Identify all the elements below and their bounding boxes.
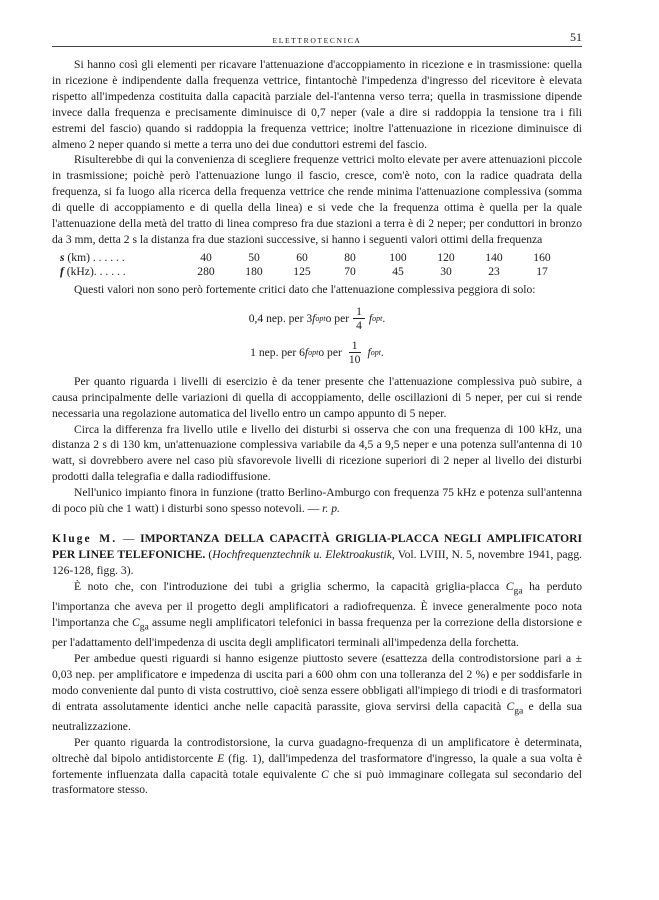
reviewer-initials: r. p. xyxy=(322,502,340,516)
review-heading: Kluge M. — IMPORTANZA DELLA CAPACITÀ GRIGLIA-PLACCA NEGLI AMPLIFICATORI PER LINEE TELEFONICHE. (Hochfrequenztechnik u. Elektroakustik, Vol. LVIII, N. 5, novembre 1941, pagg. 126-128, figg. 3). xyxy=(52,531,583,577)
fraction: $\frac{1}{10}$ xyxy=(348,339,361,367)
table-cell: 40 xyxy=(200,250,212,264)
paragraph-9: Per quanto riguarda la controdistorsione, la curva guadagno-frequenza di un amplificatore è determinata, oltrechè dal bipolo antidistorcente E (fig. 1), dall'impedenza del trasformatore d'ingresso, la quale a sua volta è fortemente influenzata dalla capacità totale equivalente C che si può immaginare collegata sul secondario del trasformatore stesso. xyxy=(52,735,582,797)
table-cell: 125 xyxy=(293,264,311,278)
page-number: 51 xyxy=(570,30,582,44)
journal-name: Hochfrequenztechnik u. Elektroakustik xyxy=(212,547,392,561)
formula-2: 1 nep. per 6 f opt o per $\frac{1}{10}$ f opt . xyxy=(250,339,384,367)
page xyxy=(52,30,582,798)
table-cell: 45 xyxy=(392,264,404,278)
review-title: IMPORTANZA DELLA CAPACITÀ GRIGLIA-PLACCA NEGLI AMPLIFICATORI PER LINEE TELEFONICHE. xyxy=(52,531,582,561)
table-row-distance xyxy=(60,251,582,265)
journal-section-title: ELETTROTECNICA xyxy=(272,36,362,45)
table-row-label: s (km) . . . . . . xyxy=(60,250,125,264)
table-row-label: f (kHz). . . . . . xyxy=(60,264,126,278)
running-header xyxy=(52,30,582,47)
paragraph-6: Nell'unico impianto finora in funzione (tratto Berlino-Amburgo con frequenza 75 kHz e potenza sull'antenna di poco più che 1 watt) i disturbi sono spesso notevoli. — r. p. xyxy=(52,486,582,516)
paragraph-7: È noto che, con l'introduzione dei tubi a griglia schermo, la capacità griglia-placca $C_{ga}$ ha perduto l'importanza che aveva per il progetto degli amplificatori a radiofrequenza. È invece generalmente poco nota l'importanza che $C_{ga}$ assume negli amplificatori telefonici in bassa frequenza per la correzione della distorsione e per l'adattamento dell'impedenza di uscita degli amplificatori terminali all'impedenza della forchetta. xyxy=(52,579,582,649)
table-cell: 160 xyxy=(533,250,551,264)
table-cell: 140 xyxy=(485,250,503,264)
table-cell: 50 xyxy=(248,250,260,264)
frequency-table xyxy=(60,251,582,279)
review-author: Kluge M. xyxy=(52,531,118,545)
formula-1: 0,4 nep. per 3 f opt o per $\frac{1}{4}$ f opt . xyxy=(248,305,386,333)
fraction: $\frac{1}{4}$ xyxy=(353,305,365,332)
table-cell: 100 xyxy=(389,250,407,264)
table-cell: 80 xyxy=(344,250,356,264)
citation-details: , Vol. LVIII, N. 5, novembre 1941, pagg. 126-128, figg. 3). xyxy=(52,547,583,577)
paragraph-2: Risulterebbe di qui la convenienza di scegliere frequenze vettrici molto elevate per avere attenuazioni piccole in trasmissione; poichè però l'attenuazione lungo il fascio, cresce, com'è noto, con la radice quadrata della frequenza, si fa luogo alla ricerca della frequenza vettrice che rende minima l'attenuazione complessiva (somma di quelle di accoppiamento e di quella della linea) e si vede che la frequenza ottima è quella per la quale l'attenuazione della metà del tratto di linea compreso fra due stazioni a terra è di 2 neper; per conduttori in bronzo da 3 mm, detta 2 s la distanza fra due stazioni successive, si hanno i seguenti valori ottimi della frequenza xyxy=(52,153,582,246)
table-cell: 280 xyxy=(197,264,215,278)
table-row-frequency xyxy=(60,265,582,279)
table-cell: 17 xyxy=(536,264,548,278)
formula-block xyxy=(52,302,582,370)
table-cell: 70 xyxy=(344,264,356,278)
table-cell: 180 xyxy=(245,264,263,278)
table-cell: 120 xyxy=(437,250,455,264)
paragraph-5: Circa la differenza fra livello utile e livello dei disturbi si osserva che con una frequenza di 100 kHz, una distanza 2 s di 130 km, un'attenuazione complessiva variabile da 4,5 a 9,5 neper e una potenza sull'antenna di 10 watt, si dovrebbero avere nel caso più sfavorevole livelli di ricezione superiori di 2 neper al livello dei disturbi prodotti dalla telegrafia e dalla radiodiffusione. xyxy=(52,422,582,484)
table-cell: 60 xyxy=(296,250,308,264)
paragraph-8: Per ambedue questi riguardi si hanno esigenze piuttosto severe (esattezza della controdistorsione pari a ± 0,03 nep. per amplificatore e impedenza di uscita pari a 600 ohm con una tolleranza del 2 %) e per soddisfarle in modo conveniente dal punto di vista costruttivo, cioè senza essere obbligati all'impiego di triodi e di trasformatori di entrata assolutamente identici anche nelle capacità parassite, giova servirsi della capacità $C_{ga}$ e della sua neutralizzazione. xyxy=(52,651,582,733)
paragraph-3: Questi valori non sono però fortemente critici dato che l'attenuazione complessiva peggiora di solo: xyxy=(74,282,536,296)
table-cell: 30 xyxy=(440,264,452,278)
paragraph-1: Si hanno così gli elementi per ricavare l'attenuazione d'accoppiamento in ricezione e in trasmissione: quella in ricezione è indipendente dalla frequenza vettrice, fintantochè l'impedenza d'ingresso del ricevitore è elevata rispetto all'impedenza costituita dalla capacità parziale del-l'antenna verso terra; quella in trasmissione dipende invece dalla frequenza e precisamente diminuisce di 0,7 neper (vale a dire si raddoppia la tensione tra i fili estremi del fascio) quando si raddoppia la frequenza vettrice; inoltre l'attenuazione in ricezione diminuisce di almeno 2 neper quando si mette a terra uno dei due conduttori estremi del fascio. xyxy=(52,58,582,151)
paragraph-4: Per quanto riguarda i livelli di esercizio è da tener presente che l'attenuazione complessiva può subire, a causa principalmente delle variazioni di quella di accoppiamento, delle oscillazioni di 5 neper, per cui si rende necessaria una regolazione automatica del livello entro un campo appunto di 5 neper. xyxy=(52,374,582,420)
table-cell: 23 xyxy=(488,264,500,278)
